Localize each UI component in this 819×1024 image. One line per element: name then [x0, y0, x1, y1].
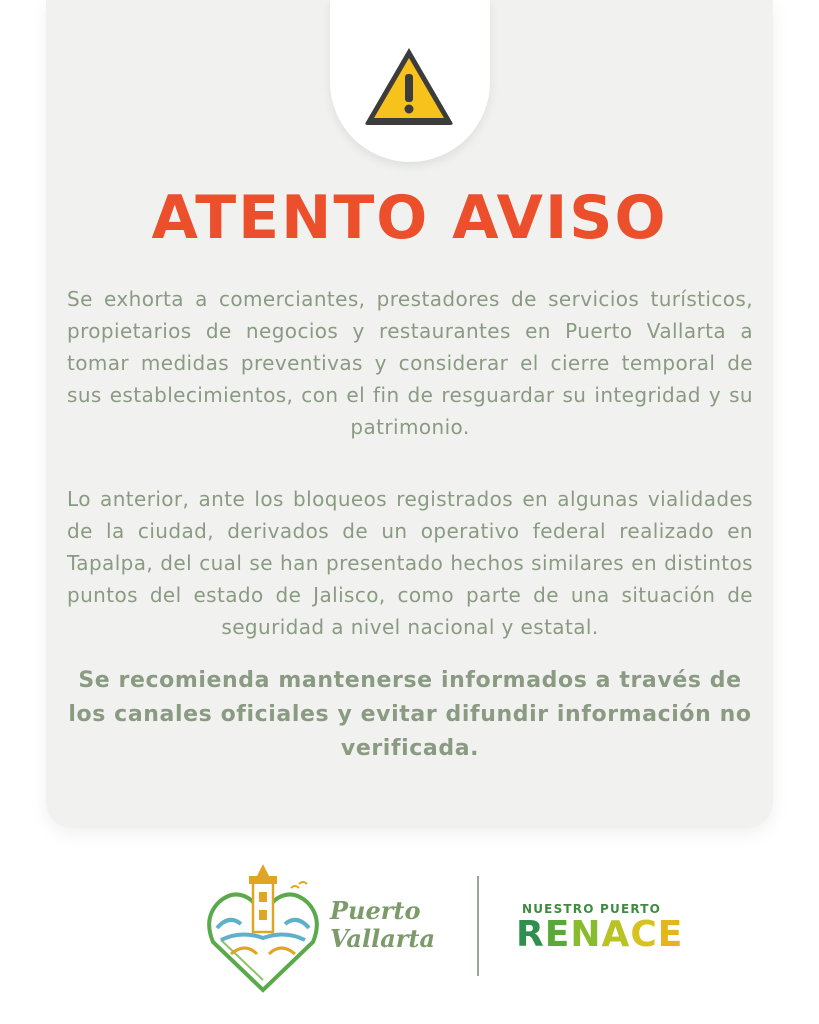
warning-triangle-icon: [362, 44, 456, 128]
wordmark-line-2: Vallarta: [330, 924, 436, 953]
wordmark-line-1: Puerto: [330, 896, 421, 925]
renace-letter: E: [657, 914, 684, 955]
puerto-vallarta-logo-icon: [205, 858, 321, 994]
paragraph-exhortation: Se exhorta a comerciantes, prestadores de servicios turísticos, propietarios de negocios y restaurantes en Puerto Vallarta a tomar medidas preventivas y considerar el cierre temporal de sus establecimientos, con el fin de resguardar su integridad y su patrimonio.: [67, 287, 753, 439]
renace-letter: A: [601, 914, 631, 955]
renace-letter: E: [544, 914, 571, 955]
renace-tagline: NUESTRO PUERTO: [522, 902, 662, 916]
renace-letter: N: [570, 914, 602, 955]
footer-divider: [477, 876, 479, 976]
paragraph-context: Lo anterior, ante los bloqueos registrados en algunas vialidades de la ciudad, derivados de un operativo federal realizado en Tapalpa, del cual se han presentado hechos similares en distintos puntos del estado de Jalisco, como parte de una situación de seguridad a nivel nacional y estatal.: [67, 487, 753, 639]
renace-letter: R: [516, 914, 545, 955]
notice-title: ATENTO AVISO: [151, 183, 668, 253]
puerto-vallarta-wordmark: [330, 897, 435, 953]
renace-wordmark: [516, 913, 683, 957]
recommendation-text: Se recomienda mantenerse informados a través de los canales oficiales y evitar difundir información no verificada.: [68, 668, 752, 761]
renace-letter: C: [630, 914, 658, 955]
